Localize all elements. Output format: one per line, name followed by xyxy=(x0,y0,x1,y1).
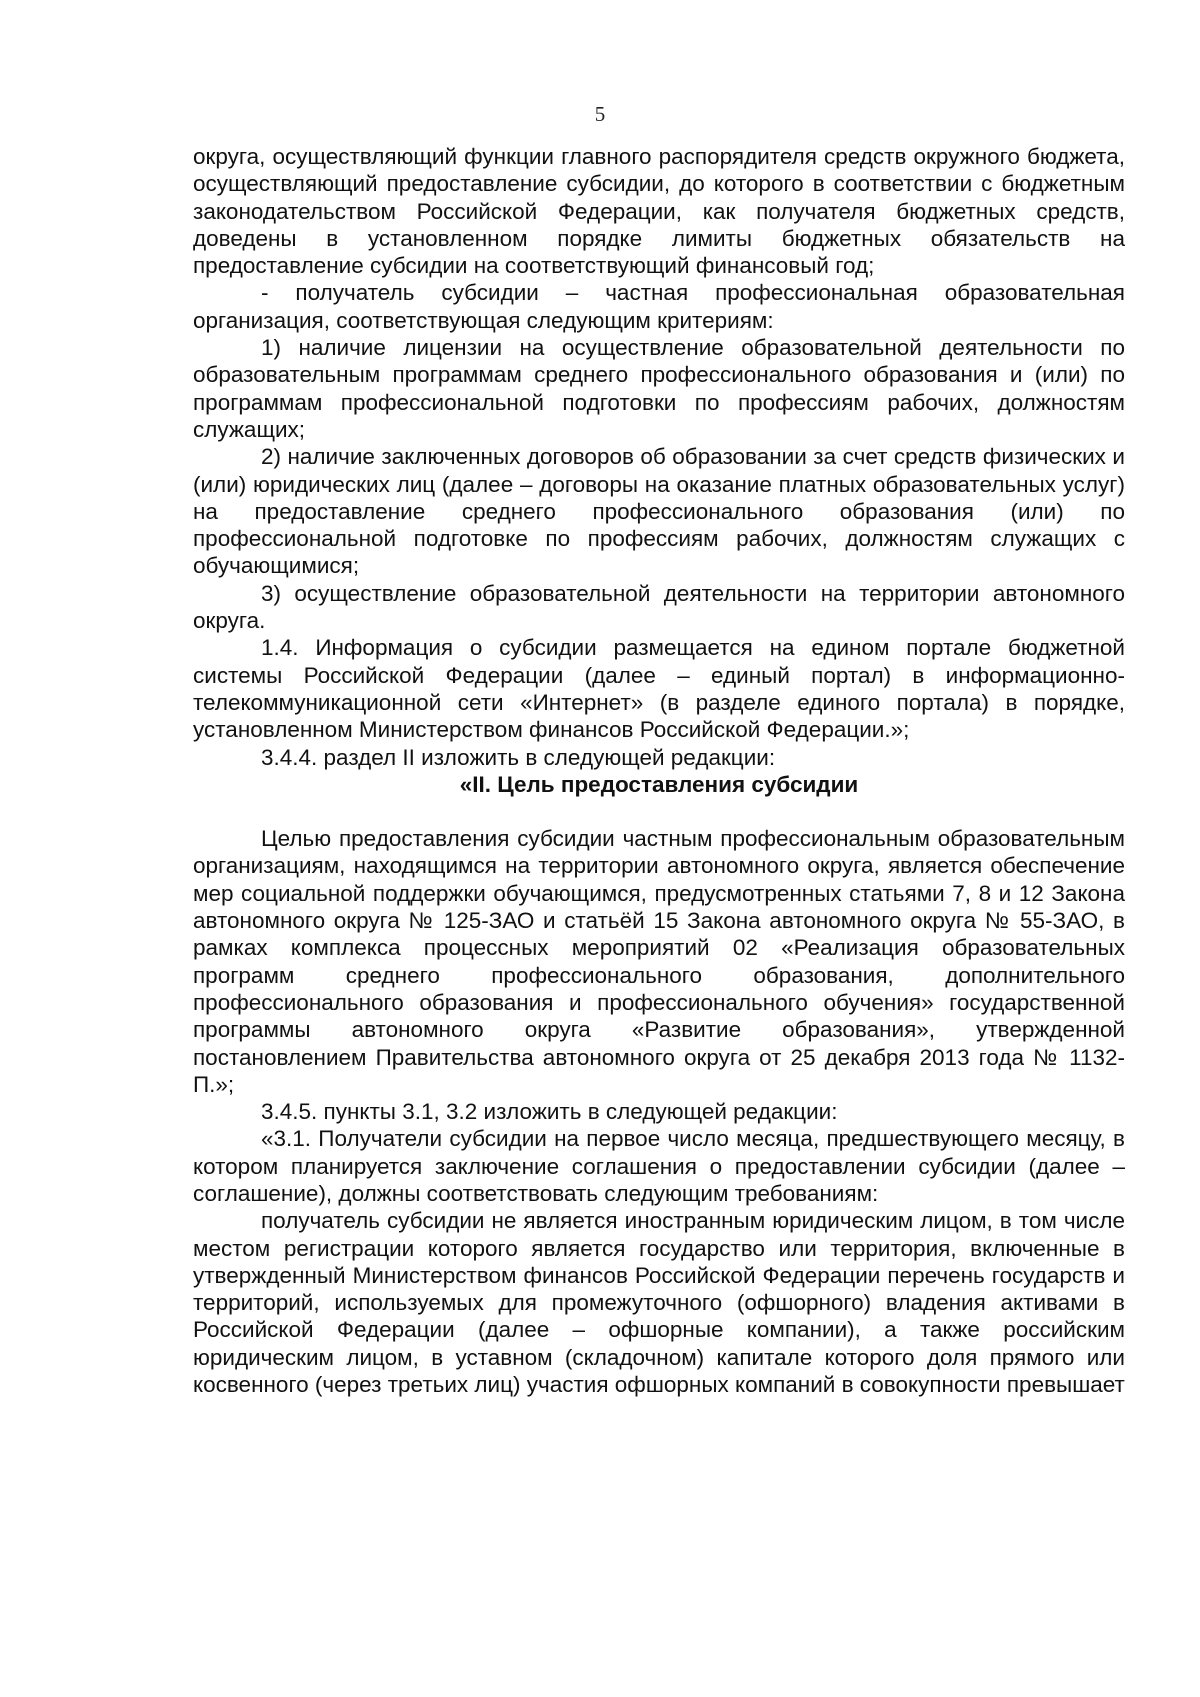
paragraph-criterion-1: 1) наличие лицензии на осуществление образовательной деятельности по образовательным программам среднего профессионального образования и (или) по программам профессиональной подготовки по профессиям рабочих, должностям служащих; xyxy=(193,335,1125,442)
paragraph-criterion-2: 2) наличие заключенных договоров об образовании за счет средств физических и (или) юридических лиц (далее – договоры на оказание платных образовательных услуг) на предоставление среднего профессионального образования (или) по профессиональной подготовке по профессиям рабочих, должностям служащих с обучающимися; xyxy=(193,444,1125,579)
paragraph-requirement-offshore: получатель субсидии не является иностранным юридическим лицом, в том числе местом регистрации которого является государство или территория, включенные в утвержденный Министерством финансов Российской Федерации перечень государств и территорий, используемых для промежуточного (офшорного) владения активами в Российской Федерации (далее – офшорные компании), а также российским юридическим лицом, в уставном (складочном) капитале которого доля прямого или косвенного (через третьих лиц) участия офшорных компаний в совокупности превышает xyxy=(193,1208,1125,1398)
paragraph-clause-3-4-5: 3.4.5. пункты 3.1, 3.2 изложить в следующей редакции: xyxy=(261,1099,838,1125)
paragraph-goal: Целью предоставления субсидии частным профессиональным образовательным организациям, находящимся на территории автономного округа, является обеспечение мер социальной поддержки обучающимся, предусмотренных статьями 7, 8 и 12 Закона автономного округа № 125-ЗАО и статьёй 15 Закона автономного округа № 55-ЗАО, в рамках комплекса процессных мероприятий 02 «Реализация образовательных программ среднего профессионального образования, дополнительного профессионального образования и профессионального обучения» государственной программы автономного округа «Развитие образования», утвержденной постановлением Правительства автономного округа от 25 декабря 2013 года № 1132-П.»; xyxy=(193,826,1125,1097)
document-body xyxy=(193,143,1125,1398)
paragraph-recipient-definition: - получатель субсидии – частная профессиональная образовательная организация, соответствующая следующим критериям: xyxy=(193,280,1125,333)
page-number: 5 xyxy=(594,102,606,126)
paragraph-clause-3-4-4: 3.4.4. раздел II изложить в следующей редакции: xyxy=(261,744,776,770)
paragraph-criterion-3: 3) осуществление образовательной деятельности на территории автономного округа. xyxy=(193,580,1125,634)
paragraph-clause-1-4: 1.4. Информация о субсидии размещается на едином портале бюджетной системы Российской Федерации (далее – единый портал) в информационно-телекоммуникационной сети «Интернет» (в разделе единого портала) в порядке, установленном Министерством финансов Российской Федерации.»; xyxy=(193,635,1125,743)
section-heading: «II. Цель предоставления субсидии xyxy=(459,771,859,797)
paragraph-clause-3-1: «3.1. Получатели субсидии на первое число месяца, предшествующего месяцу, в котором планируется заключение соглашения о предоставлении субсидии (далее – соглашение), должны соответствовать следующим требованиям: xyxy=(193,1126,1125,1206)
paragraph-continuation: округа, осуществляющий функции главного распорядителя средств окружного бюджета, осуществляющий предоставление субсидии, до которого в соответствии с бюджетным законодательством Российской Федерации, как получателя бюджетных средств, доведены в установленном порядке лимиты бюджетных обязательств на предоставление субсидии на соответствующий финансовый год; xyxy=(193,144,1125,279)
